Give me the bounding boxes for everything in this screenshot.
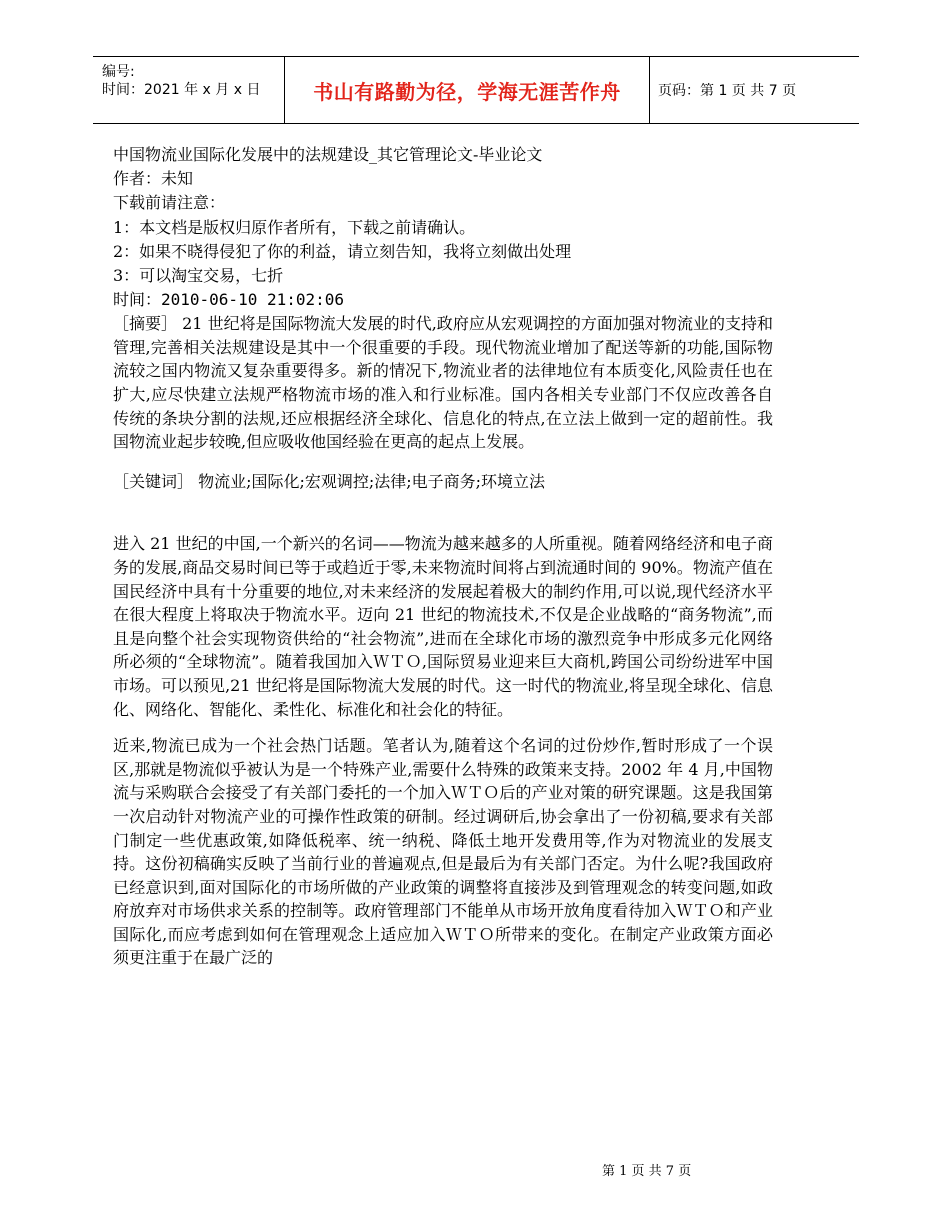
notice-item: 2：如果不晓得侵犯了你的利益，请立刻告知，我将立刻做出处理: [113, 241, 572, 261]
body-paragraph: 近来,物流已成为一个社会热门话题。笔者认为,随着这个名词的过份炒作,暂时形成了一个误区,那就是物流似乎被认为是一个特殊产业,需要什么特殊的政策来支持。2002 年 4 月,中国物流与采购联合会接受了有关部门委托的一个加入ＷＴＯ后的产业对策的研究课题。这是我国第一次启动针对物流产业的可操作性政策的研制。经过调研后,协会拿出了一份初稿,要求有关部门制定一些优惠政策,如降低税率、统一纳税、降低土地开发费用等,作为对物流业的发展支持。这份初稿确实反映了当前行业的普遍观点,但是最后为有关部门否定。为什么呢?我国政府已经意识到,面对国际化的市场所做的产业政策的调整将直接涉及到管理观念的转变问题,如政府放弃对市场供求关系的控制等。政府管理部门不能单从市场开放角度看待加入ＷＴＯ和产业国际化,而应考虑到如何在管理观念上适应加入ＷＴＯ所带来的变化。在制定产业政策方面必须更注重于在最广泛的: [113, 736, 773, 968]
header-info-cell: [93, 57, 285, 123]
notice-item: 1：本文档是版权归原作者所有，下载之前请确认。: [113, 217, 476, 237]
document-body: [113, 143, 773, 970]
document-timestamp: 时间：2010-06-10 21:02:06: [113, 290, 345, 310]
document-time-label: 时间：2021 年 x 月 x 日: [102, 82, 261, 98]
page-footer: 第 1 页 共 7 页: [602, 1164, 692, 1179]
header-motto-cell: [285, 57, 650, 123]
page-header: [93, 56, 859, 124]
header-page-info: 页码：第 1 页 共 7 页: [658, 83, 797, 99]
header-motto: 书山有路勤为径，学海无涯苦作舟: [313, 79, 621, 104]
body-paragraph: 进入 21 世纪的中国,一个新兴的名词——物流为越来越多的人所重视。随着网络经济和电子商务的发展,商品交易时间已等于或趋近于零,未来物流时间将占到流通时间的 90%。物流产值在国民经济中具有十分重要的地位,对未来经济的发展起着极大的制约作用,可以说,现代经济水平在很大程度上将取决于物流水平。迈向 21 世纪的物流技术,不仅是企业战略的“商务物流”,而且是向整个社会实现物资供给的“社会物流”,进而在全球化市场的激烈竞争中形成多元化网络所必须的“全球物流”。随着我国加入ＷＴＯ,国际贸易业迎来巨大商机,跨国公司纷纷进军中国市场。可以预见,21 世纪将是国际物流大发展的时代。这一时代的物流业,将呈现全球化、信息化、网络化、智能化、柔性化、标准化和社会化的特征。: [113, 534, 773, 719]
document-author: 作者：未知: [113, 169, 194, 189]
notice-item: 3：可以淘宝交易，七折: [113, 266, 284, 286]
header-page-cell: [650, 57, 859, 123]
notice-title: 下载前请注意：: [113, 193, 226, 213]
abstract-paragraph: ［摘要］ 21 世纪将是国际物流大发展的时代,政府应从宏观调控的方面加强对物流业的支持和管理,完善相关法规建设是其中一个很重要的手段。现代物流业增加了配送等新的功能,国际物流较之国内物流又复杂重要得多。新的情况下,物流业者的法律地位有本质变化,风险责任也在扩大,应尽快建立法规严格物流市场的准入和行业标准。国内各相关专业部门不仅应改善各自传统的条块分割的法规,还应根据经济全球化、信息化的特点,在立法上做到一定的超前性。我国物流业起步较晚,但应吸收他国经验在更高的起点上发展。: [113, 314, 773, 452]
keywords-line: ［关键词］ 物流业;国际化;宏观调控;法律;电子商务;环境立法: [113, 471, 546, 491]
document-title: 中国物流业国际化发展中的法规建设_其它管理论文-毕业论文: [113, 145, 543, 164]
document-number-label: 编号:: [102, 64, 135, 80]
